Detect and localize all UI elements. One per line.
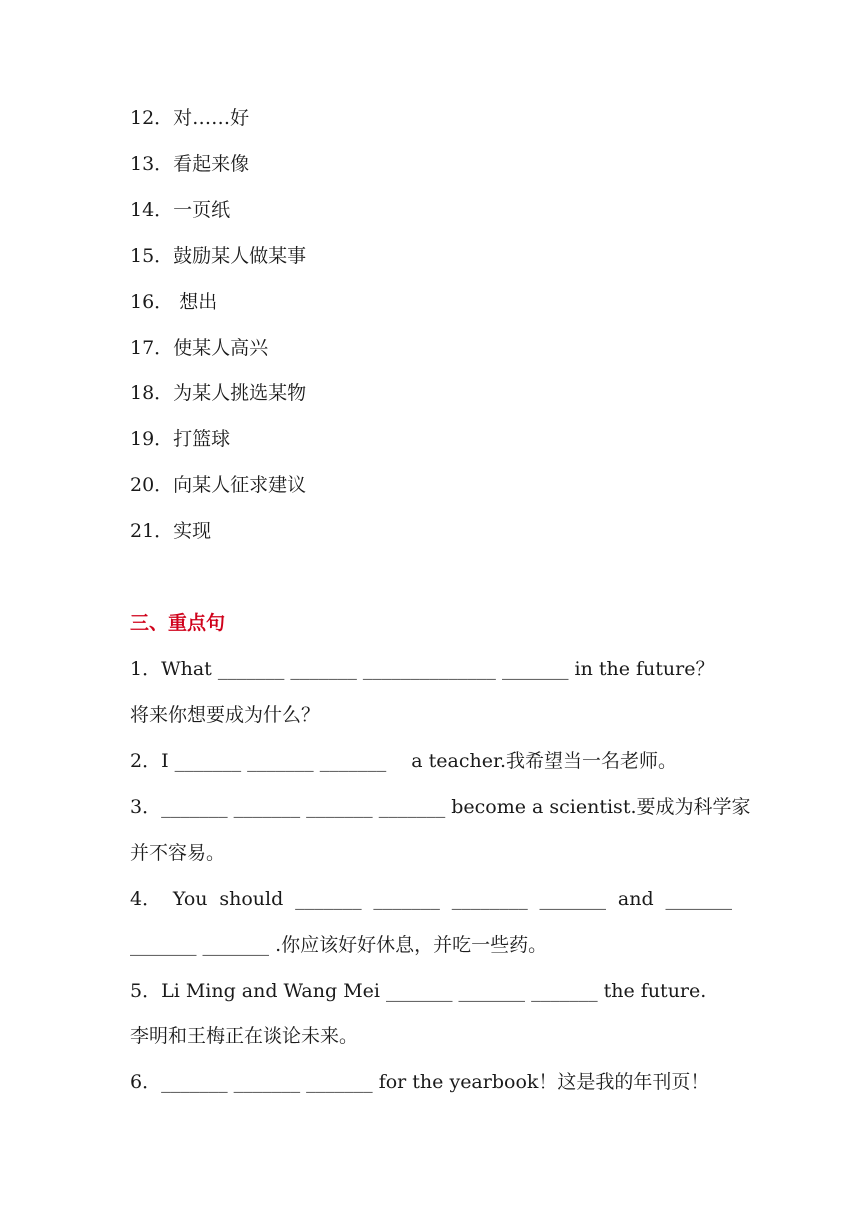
vocab-item-14: 14．一页纸	[130, 199, 231, 221]
vocab-item-20: 20．向某人征求建议	[130, 474, 307, 496]
section-heading: 三、重点句	[130, 612, 226, 634]
vocab-item-15: 15．鼓励某人做某事	[130, 245, 307, 267]
sentence-3-line-1: 3．_______ _______ _______ _______ become a scientist.要成为科学家	[130, 796, 751, 818]
vocab-item-21: 21．实现	[130, 520, 212, 542]
vocab-item-13: 13．看起来像	[130, 153, 250, 175]
vocab-item-17: 17．使某人高兴	[130, 337, 269, 359]
sentence-4-blank: _______	[295, 888, 362, 910]
sentence-4-part: 4．	[130, 888, 162, 910]
sentence-4-line-1	[130, 886, 732, 912]
vocab-item-19: 19．打篮球	[130, 428, 231, 450]
sentence-6: 6．_______ _______ _______ for the yearbook！这是我的年刊页！	[130, 1071, 710, 1093]
sentence-4-line-2: _______ _______ .你应该好好休息，并吃一些药。	[130, 934, 548, 956]
sentence-4-blank: _______	[373, 888, 440, 910]
sentence-4-part: You	[172, 888, 208, 910]
sentence-4-blank: _______	[665, 888, 732, 910]
sentence-1-english: 1．What _______ _______ ______________ _______ in the future？	[130, 658, 715, 680]
sentence-1-chinese: 将来你想要成为什么？	[130, 704, 321, 726]
sentence-5-english: 5．Li Ming and Wang Mei _______ _______ _______ the future.	[130, 980, 707, 1002]
vocab-item-18: 18．为某人挑选某物	[130, 382, 307, 404]
sentence-3-line-2: 并不容易。	[130, 842, 226, 864]
vocab-item-16: 16． 想出	[130, 291, 218, 313]
sentence-4-part: should	[219, 888, 284, 910]
sentence-4-blank: _______	[539, 888, 607, 910]
sentence-5-chinese: 李明和王梅正在谈论未来。	[130, 1025, 359, 1047]
sentence-4-part: and	[617, 888, 654, 910]
vocab-item-12: 12．对……好	[130, 107, 250, 129]
sentence-4-blank: ________	[451, 888, 528, 910]
sentence-2: 2．I _______ _______ _______ a teacher.我希望当一名老师。	[130, 750, 677, 772]
